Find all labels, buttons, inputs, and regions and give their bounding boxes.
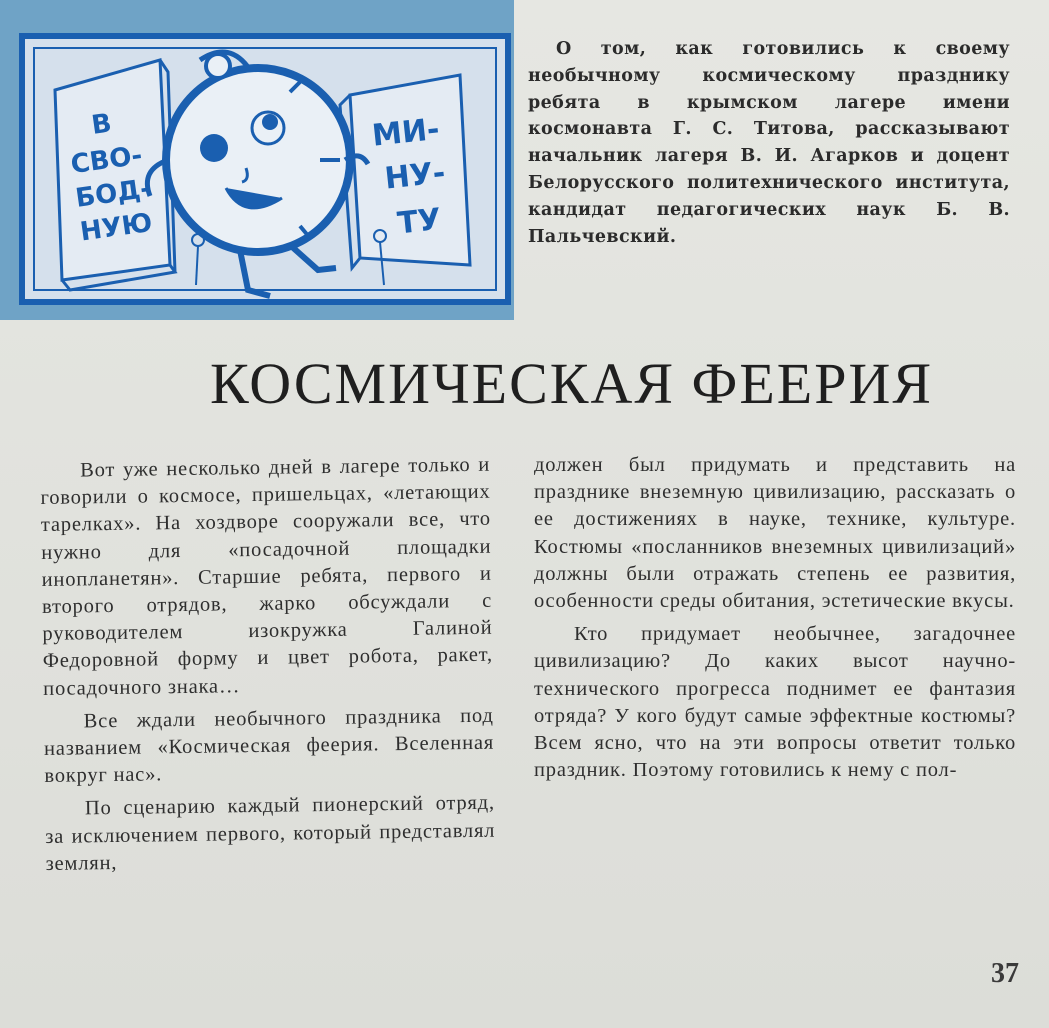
left-book-line-1: В <box>89 108 114 141</box>
body-paragraph: По сценарию каждый пионерский отряд, за исключением первого, который представлял землян, <box>45 792 496 875</box>
right-book-line-2: НУ- <box>382 155 448 197</box>
lead-paragraph: О том, как готовились к своему необычному космическому празднику ребята в крымском лагере имени космонавта Г. С. Титова, рассказывают начальник лагеря В. И. Агарков и доцент Белорусского политехнического института, кандидат педагогических наук Б. В. Пальчевский. <box>528 39 1010 247</box>
left-book-line-4: НУЮ <box>78 207 155 248</box>
body-column-right <box>534 452 1016 790</box>
body-column-left <box>40 452 496 884</box>
left-book-line-3: БОД- <box>73 173 153 214</box>
body-paragraph: Вот уже несколько дней в лагере только и говорили о космосе, пришельцах, «летающих тарелках». На хоздворе сооружали все, что нужно для «посадочной площадки инопланетян». Старшие ребята, первого и второго отрядов, жарко обсуждали с руководителем изокружка Галиной Федоровной форму и цвет робота, ракет, посадочного знака… <box>40 453 493 700</box>
article-lead <box>528 36 1010 250</box>
right-book-line-3: ТУ <box>395 202 443 242</box>
page-number: 37 <box>991 958 1019 989</box>
clock-cartoon-illustration <box>0 0 514 320</box>
rubric-illustration <box>0 0 514 320</box>
body-paragraph: Кто придумает необычнее, загадочнее цивилизацию? До каких высот научно-технического прогресса поднимет ее фантазия отряда? У кого будут самые эффектные костюмы? Всем ясно, что на эти вопросы ответит только праздник. Поэтому готовились к нему с пол- <box>534 623 1016 782</box>
body-paragraph: Все ждали необычного праздника под названием «Космическая феерия. Вселенная вокруг нас». <box>43 704 495 788</box>
article-title: КОСМИЧЕСКАЯ ФЕЕРИЯ <box>210 351 934 416</box>
body-paragraph: должен был придумать и представить на празднике внеземную цивилизацию, рассказать о ее достижениях в науке, технике, культуре. Костюмы «посланников внеземных цивилизаций» должны были отражать степень ее развития, особенности среды обитания, эстетические вкусы. <box>534 454 1016 613</box>
right-book-line-1: МИ- <box>370 111 442 154</box>
left-book-line-2: СВО- <box>68 140 145 181</box>
